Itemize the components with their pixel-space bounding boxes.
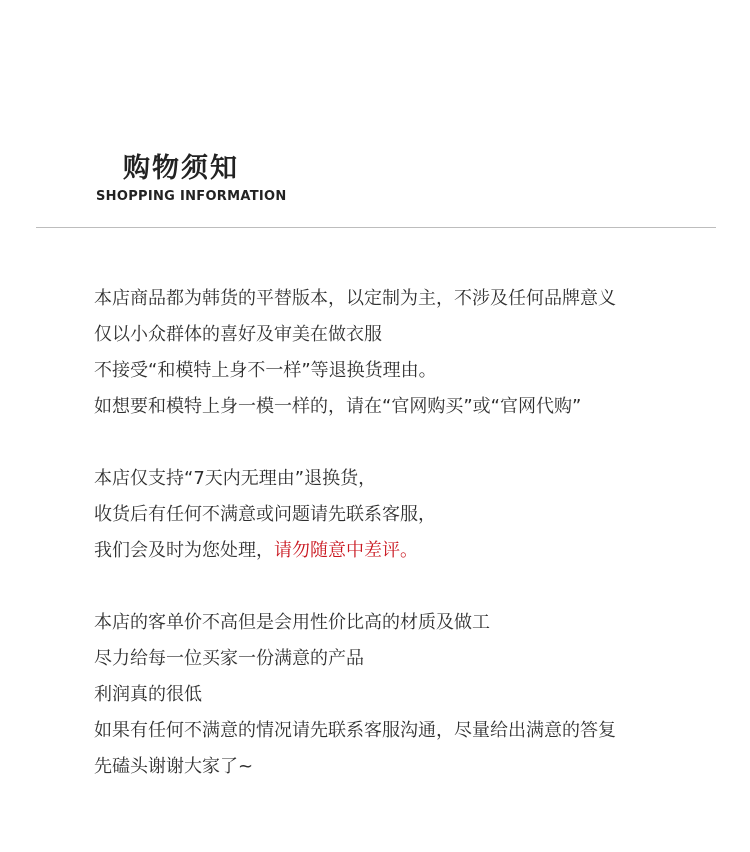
notice-line: 本店商品都为韩货的平替版本，以定制为主，不涉及任何品牌意义 [94, 288, 616, 309]
notice-line: 尽力给每一位买家一份满意的产品 [94, 648, 364, 669]
notice-text: 我们会及时为您处理， [94, 540, 274, 561]
notice-line: 利润真的很低 [94, 684, 202, 705]
notice-line: 收货后有任何不满意或问题请先联系客服， [94, 504, 436, 525]
page-subtitle: SHOPPING INFORMATION [96, 189, 287, 204]
notice-paragraph [94, 461, 714, 569]
notice-line: 本店的客单价不高但是会用性价比高的材质及做工 [94, 612, 490, 633]
notice-paragraph [94, 281, 714, 425]
notice-line: 如果有任何不满意的情况请先联系客服沟通，尽量给出满意的答复 [94, 720, 616, 741]
notice-line: 本店仅支持“7天内无理由”退换货， [94, 468, 377, 489]
divider [36, 227, 716, 228]
page-title: 购物须知 [123, 153, 239, 184]
notice-line: 不接受“和模特上身不一样”等退换货理由。 [94, 360, 437, 381]
notice-paragraph [94, 605, 714, 785]
notice-content [94, 281, 714, 785]
notice-line [94, 533, 714, 569]
notice-line: 先磕头谢谢大家了~ [94, 756, 254, 777]
highlight-warning-text: 请勿随意中差评。 [274, 540, 418, 561]
notice-line: 仅以小众群体的喜好及审美在做衣服 [94, 324, 382, 345]
notice-line: 如想要和模特上身一模一样的，请在“官网购买”或“官网代购” [94, 396, 582, 417]
